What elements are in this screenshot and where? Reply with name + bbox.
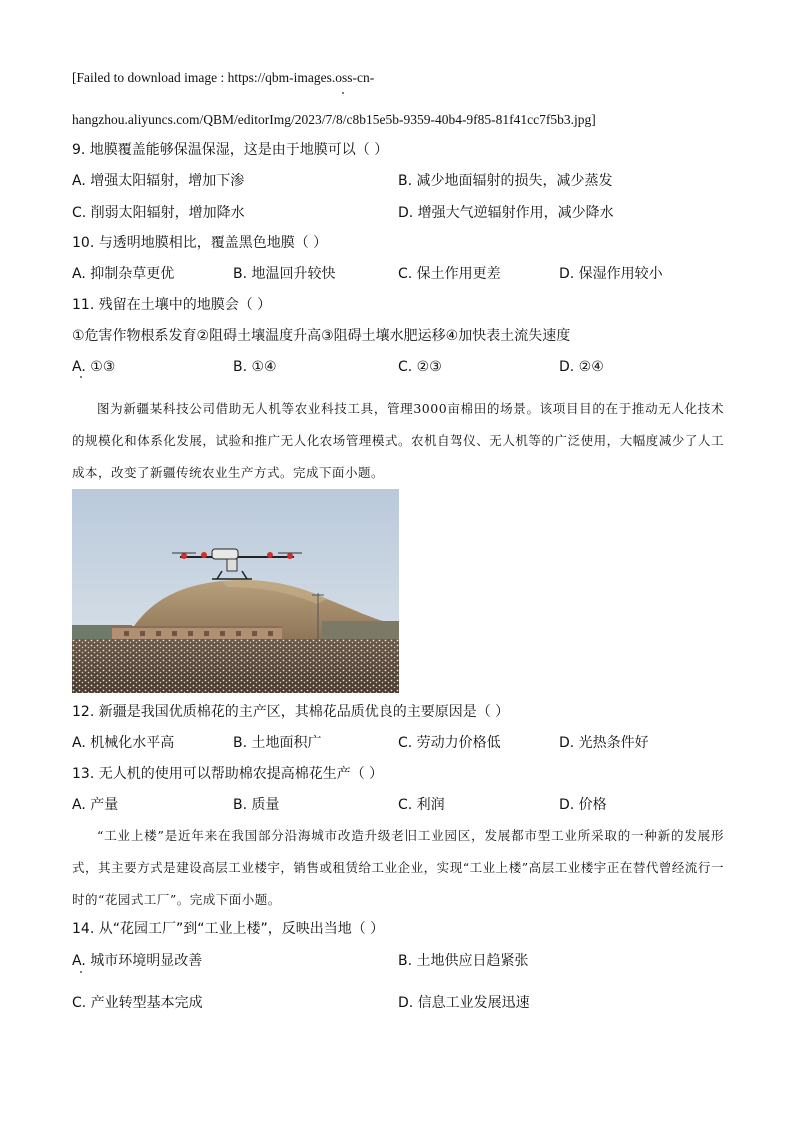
question-13-option-a[interactable]: A. 产量 xyxy=(72,797,119,813)
drone-cotton-field-photo xyxy=(72,489,399,693)
question-10-option-d[interactable]: D. 保湿作用较小 xyxy=(559,266,663,282)
question-10-stem: 10. 与透明地膜相比，覆盖黑色地膜（ ） xyxy=(72,235,328,251)
question-9-option-d[interactable]: D. 增强大气逆辐射作用，减少降水 xyxy=(398,205,614,221)
question-12-option-d[interactable]: D. 光热条件好 xyxy=(559,735,649,751)
decorative-dot xyxy=(80,376,82,378)
question-10-option-b[interactable]: B. 地温回升较快 xyxy=(233,266,336,282)
question-9-stem: 9. 地膜覆盖能够保温保湿，这是由于地膜可以（ ） xyxy=(72,142,389,158)
question-9-option-c[interactable]: C. 削弱太阳辐射，增加降水 xyxy=(72,205,245,221)
question-11-option-d[interactable]: D. ②④ xyxy=(559,359,604,375)
question-13-option-d[interactable]: D. 价格 xyxy=(559,797,607,813)
question-12-stem: 12. 新疆是我国优质棉花的主产区，其棉花品质优良的主要原因是（ ） xyxy=(72,704,510,720)
question-11-option-c[interactable]: C. ②③ xyxy=(398,359,442,375)
question-9-option-a[interactable]: A. 增强太阳辐射，增加下渗 xyxy=(72,173,245,189)
question-11-option-b[interactable]: B. ①④ xyxy=(233,359,277,375)
question-13-stem: 13. 无人机的使用可以帮助棉农提高棉花生产（ ） xyxy=(72,766,384,782)
question-13-option-b[interactable]: B. 质量 xyxy=(233,797,280,813)
question-14-stem: 14. 从“花园工厂”到“工业上楼”，反映出当地（ ） xyxy=(72,921,385,937)
question-11-stem: 11. 残留在土壤中的地膜会（ ） xyxy=(72,297,272,313)
question-10-option-c[interactable]: C. 保土作用更差 xyxy=(398,266,501,282)
failed-image-line-2: hangzhou.aliyuncs.com/QBM/editorImg/2023/7/8/c8b15e5b-9359-40b4-9f85-81f41cc7f5b3.jpg] xyxy=(72,112,596,127)
decorative-dot xyxy=(342,92,344,94)
decorative-dot xyxy=(80,971,82,973)
question-11-items: ①危害作物根系发育②阻碍土壤温度升高③阻碍土壤水肥运移④加快表土流失速度 xyxy=(72,328,571,344)
question-9-option-b[interactable]: B. 减少地面辐射的损失，减少蒸发 xyxy=(398,173,613,189)
question-14-option-a[interactable]: A. 城市环境明显改善 xyxy=(72,953,203,969)
question-11-option-a[interactable]: A. ①③ xyxy=(72,359,116,375)
question-12-option-c[interactable]: C. 劳动力价格低 xyxy=(398,735,501,751)
reading-passage-drone: 图为新疆某科技公司借助无人机等农业科技工具，管理3000亩棉田的场景。该项目目的在于推动无人化技术的规模化和体系化发展，试验和推广无人化农场管理模式。农机自驾仪、无人机等的广泛使用，大幅度减少了人工成本，改变了新疆传统农业生产方式。完成下面小题。 xyxy=(72,401,724,480)
question-10-option-a[interactable]: A. 抑制杂草更优 xyxy=(72,266,175,282)
question-13-option-c[interactable]: C. 利润 xyxy=(398,797,445,813)
question-12-option-a[interactable]: A. 机械化水平高 xyxy=(72,735,175,751)
question-14-option-d[interactable]: D. 信息工业发展迅速 xyxy=(398,995,530,1011)
question-12-option-b[interactable]: B. 土地面积广 xyxy=(233,735,322,751)
failed-image-line-1: [Failed to download image : https://qbm-images.oss-cn- xyxy=(72,70,375,85)
question-14-option-c[interactable]: C. 产业转型基本完成 xyxy=(72,995,203,1011)
question-14-option-b[interactable]: B. 土地供应日趋紧张 xyxy=(398,953,529,969)
reading-passage-industry: “工业上楼”是近年来在我国部分沿海城市改造升级老旧工业园区，发展都市型工业所采取的一种新的发展形式，其主要方式是建设高层工业楼宇，销售或租赁给工业企业，实现“工业上楼”高层工业楼宇正在替代曾经流行一时的“花园式工厂”。完成下面小题。 xyxy=(72,828,724,907)
